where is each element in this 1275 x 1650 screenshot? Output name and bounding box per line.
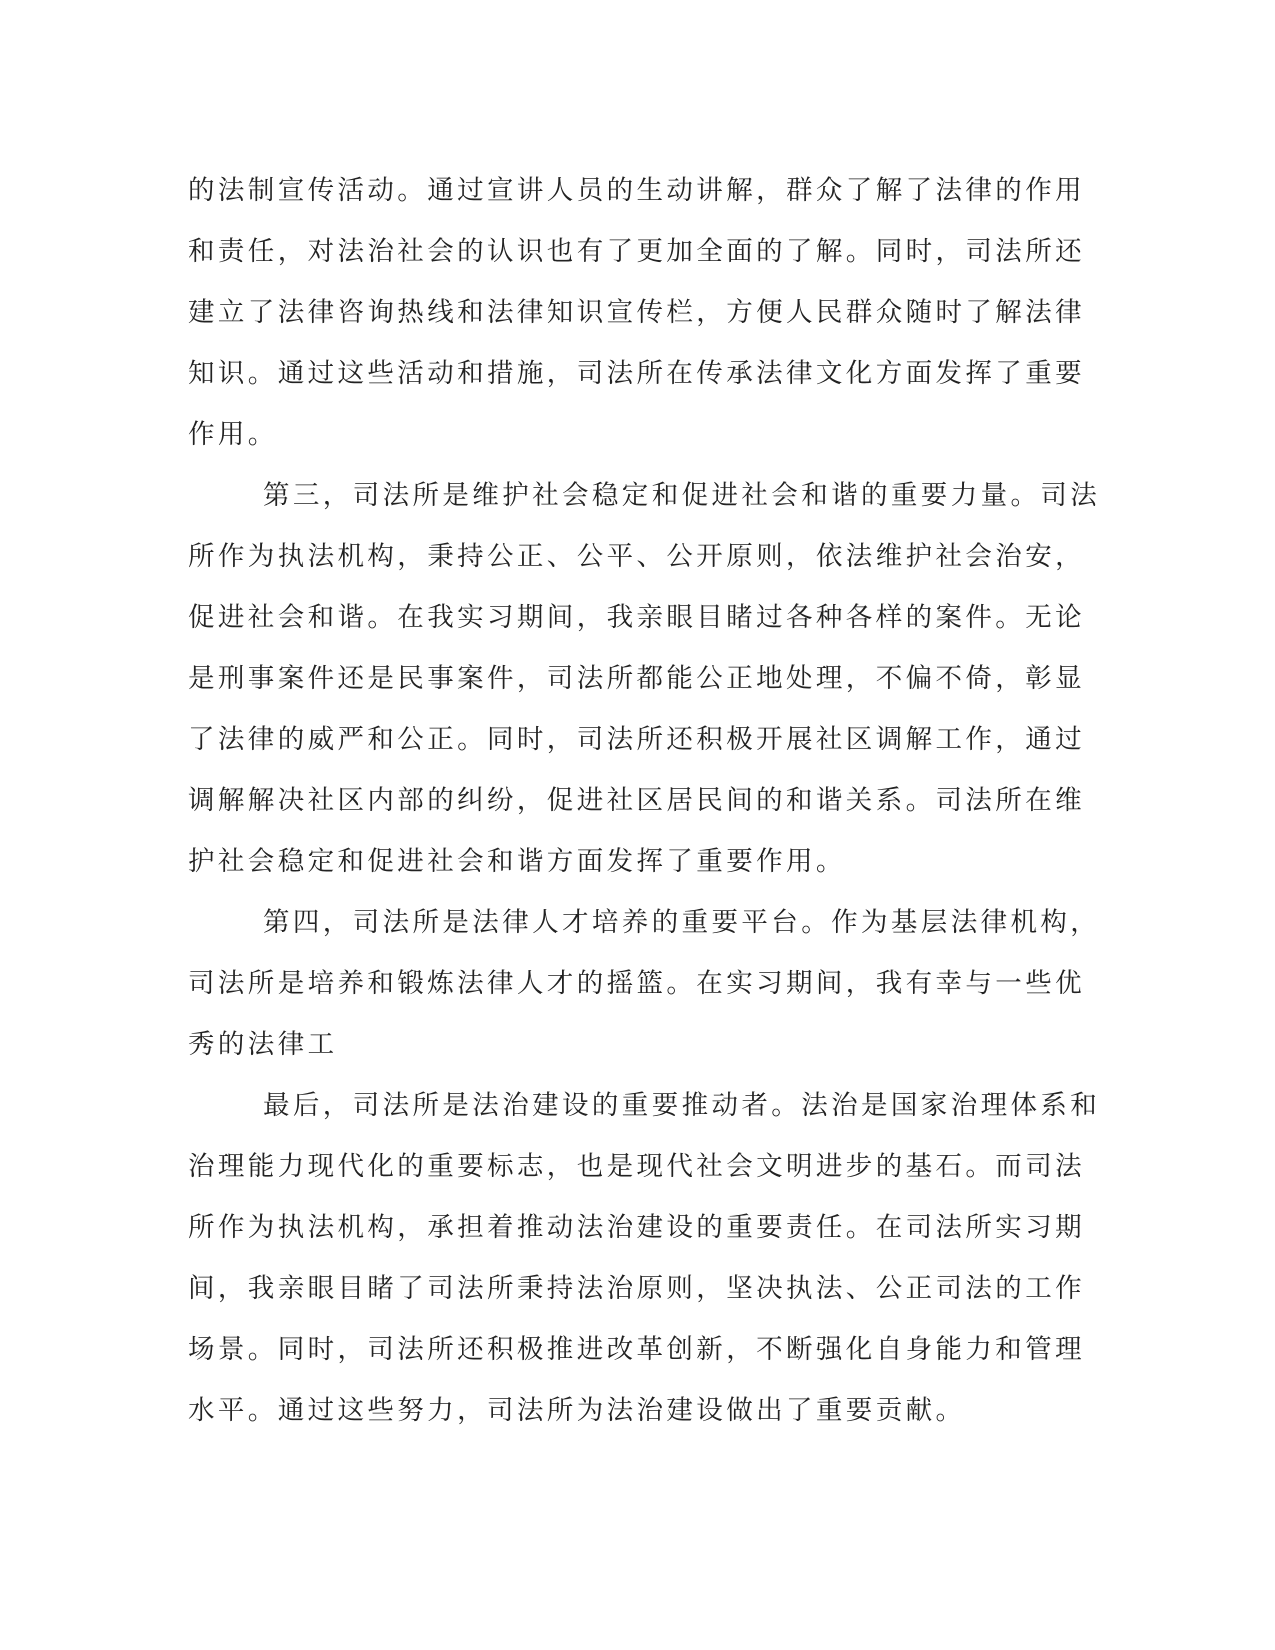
- text-line: 最后，司法所是法治建设的重要推动者。法治是国家治理体系和: [263, 1090, 1101, 1121]
- text-line: 所作为执法机构，承担着推动法治建设的重要责任。在司法所实习期: [188, 1212, 1085, 1243]
- text-line: 秀的法律工: [188, 1029, 338, 1060]
- text-line: 水平。通过这些努力，司法所为法治建设做出了重要贡献。: [188, 1395, 966, 1426]
- text-line: 的法制宣传活动。通过宣讲人员的生动讲解，群众了解了法律的作用: [188, 175, 1085, 206]
- paragraph-3: [188, 892, 1101, 1075]
- paragraph-4: [188, 1075, 1101, 1441]
- text-line: 建立了法律咨询热线和法律知识宣传栏，方便人民群众随时了解法律: [188, 297, 1085, 328]
- text-line: 间，我亲眼目睹了司法所秉持法治原则，坚决执法、公正司法的工作: [188, 1273, 1085, 1304]
- paragraph-2: [188, 465, 1101, 892]
- document-body: [188, 160, 1101, 1441]
- text-line: 所作为执法机构，秉持公正、公平、公开原则，依法维护社会治安，: [188, 541, 1085, 572]
- text-line: 场景。同时，司法所还积极推进改革创新，不断强化自身能力和管理: [188, 1334, 1085, 1365]
- text-line: 知识。通过这些活动和措施，司法所在传承法律文化方面发挥了重要: [188, 358, 1085, 389]
- text-line: 作用。: [188, 419, 278, 450]
- text-line: 治理能力现代化的重要标志，也是现代社会文明进步的基石。而司法: [188, 1151, 1085, 1182]
- text-line: 第四，司法所是法律人才培养的重要平台。作为基层法律机构，: [263, 907, 1101, 938]
- text-line: 和责任，对法治社会的认识也有了更加全面的了解。同时，司法所还: [188, 236, 1085, 267]
- text-line: 司法所是培养和锻炼法律人才的摇篮。在实习期间，我有幸与一些优: [188, 968, 1085, 999]
- text-line: 促进社会和谐。在我实习期间，我亲眼目睹过各种各样的案件。无论: [188, 602, 1085, 633]
- text-line: 第三，司法所是维护社会稳定和促进社会和谐的重要力量。司法: [263, 480, 1101, 511]
- text-line: 护社会稳定和促进社会和谐方面发挥了重要作用。: [188, 846, 846, 877]
- paragraph-1: [188, 160, 1088, 465]
- text-line: 了法律的威严和公正。同时，司法所还积极开展社区调解工作，通过: [188, 724, 1085, 755]
- text-line: 是刑事案件还是民事案件，司法所都能公正地处理，不偏不倚，彰显: [188, 663, 1085, 694]
- text-line: 调解解决社区内部的纠纷，促进社区居民间的和谐关系。司法所在维: [188, 785, 1085, 816]
